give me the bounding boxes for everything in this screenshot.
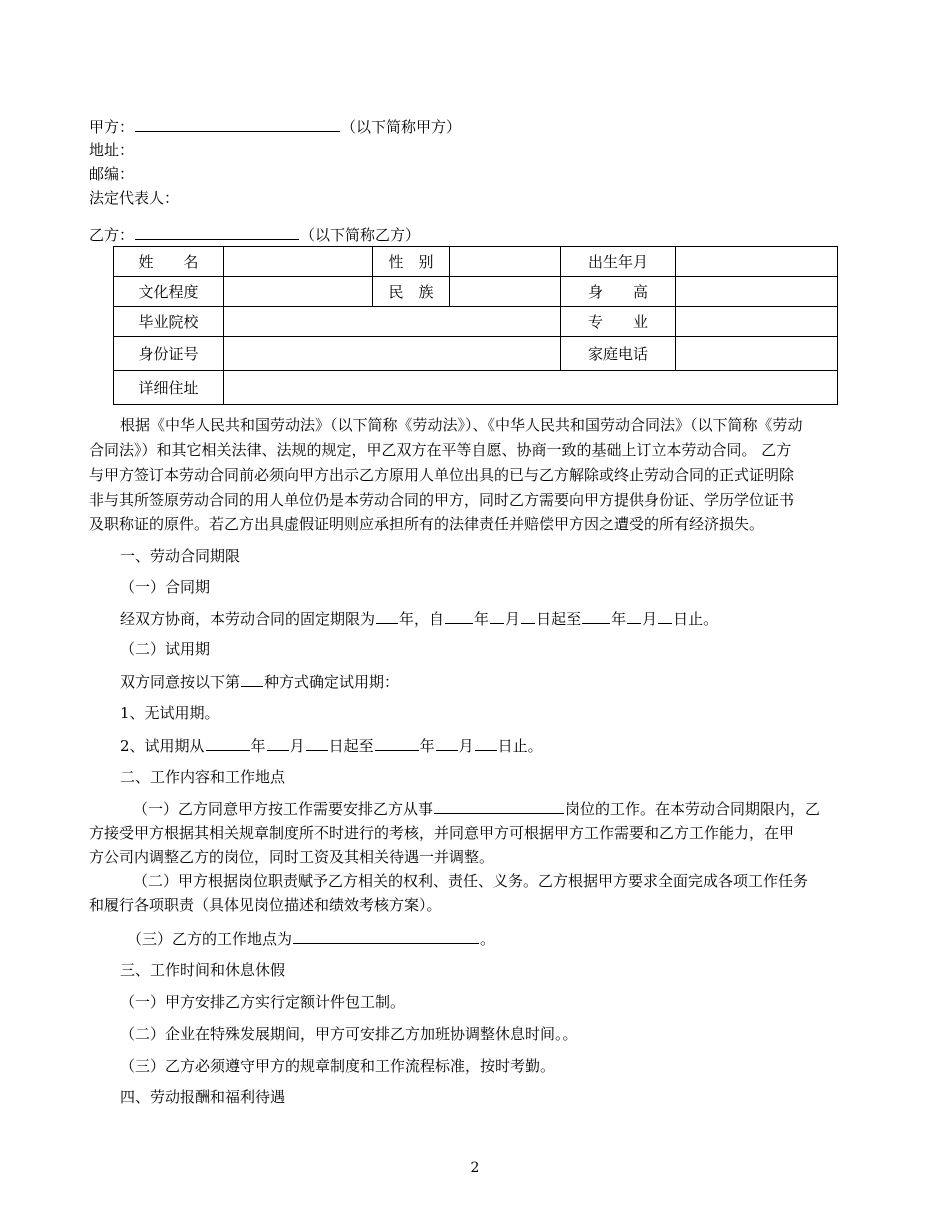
probation-text-a: 双方同意按以下第 — [120, 673, 241, 691]
legal-rep-line: 法定代表人： — [89, 189, 180, 207]
start-month-blank[interactable] — [490, 608, 504, 624]
work-location-line — [127, 928, 495, 949]
opt2-end-month-blank[interactable] — [436, 735, 458, 751]
ethnicity-cell[interactable] — [450, 277, 561, 307]
id-number-label: 身份证号 — [114, 337, 224, 371]
party-b-blank[interactable] — [135, 224, 299, 240]
party-b-line — [89, 224, 420, 245]
party-a-suffix: （以下简称甲方） — [341, 118, 462, 136]
section-1-sub-2: （二）试用期 — [120, 640, 211, 658]
education-cell[interactable] — [224, 277, 373, 307]
section-3-title: 三、工作时间和休息休假 — [120, 961, 286, 979]
end-day-text: 日止。 — [673, 610, 719, 628]
home-phone-label: 家庭电话 — [561, 337, 676, 371]
school-cell[interactable] — [224, 307, 561, 337]
end-month-text: 月 — [642, 610, 658, 628]
intro-line-5: 及职称证的原件。若乙方出具虚假证明则应承担所有的法律责任并赔偿甲方因之遭受的所有经济损失。 — [89, 515, 765, 533]
section-2-p1-line-1 — [133, 798, 820, 819]
term-years-blank[interactable] — [376, 608, 398, 624]
opt2-end-day-blank[interactable] — [475, 735, 497, 751]
section-3-p2: （二）企业在特殊发展期间，甲方可安排乙方加班协调整休息时间。。 — [120, 1025, 578, 1043]
start-day-text: 日起至 — [536, 610, 582, 628]
address-label: 详细住址 — [114, 371, 224, 405]
section-4-title: 四、劳动报酬和福利待遇 — [120, 1088, 286, 1106]
birth-cell[interactable] — [676, 247, 838, 277]
birth-label: 出生年月 — [561, 247, 676, 277]
opt2-start-year-blank[interactable] — [206, 735, 250, 751]
work-location-end: 。 — [480, 930, 496, 948]
section-2-p1-line-2: 方接受甲方根据其相关规章制度所不时进行的考核，并同意甲方可根据甲方工作需要和乙方工作能力，在甲 — [89, 824, 795, 842]
start-day-blank[interactable] — [521, 608, 535, 624]
probation-option-2 — [120, 735, 543, 756]
probation-text-b: 种方式确定试用期： — [264, 673, 400, 691]
start-year-text: 年 — [474, 610, 490, 628]
opt2-month2-text: 月 — [458, 737, 474, 755]
party-a-line — [89, 116, 461, 137]
school-label: 毕业院校 — [114, 307, 224, 337]
term-text: 经双方协商，本劳动合同的固定期限为 — [120, 610, 376, 628]
opt2-text: 2、试用期从 — [120, 737, 205, 755]
address-line: 地址： — [89, 141, 135, 159]
section-1-sub-1: （一）合同期 — [120, 578, 211, 596]
intro-line-2: 合同法》）和其它相关法律、法规的规定，甲乙双方在平等自愿、协商一致的基础上订立本劳动合同。 乙方 — [89, 441, 792, 459]
address-cell[interactable] — [224, 371, 838, 405]
section-2-p1-line-3: 方公司内调整乙方的岗位，同时工资及其相关待遇一并调整。 — [89, 848, 495, 866]
postcode-line: 邮编： — [89, 165, 135, 183]
position-text-a: （一）乙方同意甲方按工作需要安排乙方从事 — [133, 800, 434, 818]
end-year-text: 年 — [611, 610, 627, 628]
section-1-title: 一、劳动合同期限 — [120, 547, 241, 565]
end-year-blank[interactable] — [582, 608, 610, 624]
section-2-p2-line-2: 和履行各项职责（具体见岗位描述和绩效考核方案）。 — [89, 896, 442, 914]
work-location-blank[interactable] — [293, 928, 479, 944]
section-3-p1: （一）甲方安排乙方实行定额计件包工制。 — [120, 993, 406, 1011]
page-number: 2 — [470, 1160, 480, 1176]
section-2-title: 二、工作内容和工作地点 — [120, 768, 286, 786]
home-phone-cell[interactable] — [676, 337, 838, 371]
opt2-year2-text: 年 — [419, 737, 435, 755]
position-text-b: 岗位的工作。在本劳动合同期限内，乙 — [565, 800, 821, 818]
height-label: 身 高 — [561, 277, 676, 307]
major-label: 专 业 — [561, 307, 676, 337]
opt2-start-day-blank[interactable] — [306, 735, 328, 751]
education-label: 文化程度 — [114, 277, 224, 307]
intro-line-3: 与甲方签订本劳动合同前必须向甲方出示乙方原用人单位出具的已与乙方解除或终止劳动合同的正式证明除 — [89, 466, 795, 484]
work-location-text: （三）乙方的工作地点为 — [127, 930, 293, 948]
major-cell[interactable] — [676, 307, 838, 337]
gender-label: 性 别 — [373, 247, 450, 277]
opt2-start-month-blank[interactable] — [267, 735, 289, 751]
probation-option-1: 1、无试用期。 — [120, 704, 220, 722]
start-month-text: 月 — [505, 610, 521, 628]
section-2-p2-line-1: （二）甲方根据岗位职责赋予乙方相关的权利、责任、义务。乙方根据甲方要求全面完成各项工作任务 — [133, 872, 809, 890]
height-cell[interactable] — [676, 277, 838, 307]
opt2-month-text: 月 — [289, 737, 305, 755]
start-year-blank[interactable] — [445, 608, 473, 624]
id-number-cell[interactable] — [224, 337, 561, 371]
end-day-blank[interactable] — [658, 608, 672, 624]
employee-info-table — [113, 246, 838, 405]
end-month-blank[interactable] — [627, 608, 641, 624]
contract-term-line — [120, 608, 718, 629]
section-3-p3: （三）乙方必须遵守甲方的规章制度和工作流程标准，按时考勤。 — [120, 1057, 556, 1075]
intro-line-4: 非与其所签原劳动合同的用人单位仍是本劳动合同的甲方，同时乙方需要向甲方提供身份证、学历学位证书 — [89, 491, 795, 509]
position-blank[interactable] — [434, 798, 564, 814]
gender-cell[interactable] — [450, 247, 561, 277]
party-a-blank[interactable] — [135, 116, 340, 132]
party-b-suffix: （以下简称乙方） — [300, 226, 421, 244]
opt2-end-text: 日止。 — [497, 737, 543, 755]
probation-option-blank[interactable] — [241, 671, 263, 687]
ethnicity-label: 民 族 — [373, 277, 450, 307]
probation-choice-line — [120, 671, 399, 692]
opt2-end-year-blank[interactable] — [375, 735, 419, 751]
term-year-text: 年，自 — [399, 610, 445, 628]
party-b-label: 乙方： — [89, 226, 135, 244]
opt2-year-text: 年 — [250, 737, 266, 755]
intro-line-1: 根据《中华人民共和国劳动法》（以下简称《劳动法》）、《中华人民共和国劳动合同法》（以下简称《劳动 — [120, 416, 803, 434]
opt2-from-text: 日起至 — [328, 737, 374, 755]
name-cell[interactable] — [224, 247, 373, 277]
name-label: 姓 名 — [114, 247, 224, 277]
party-a-label: 甲方： — [89, 118, 135, 136]
